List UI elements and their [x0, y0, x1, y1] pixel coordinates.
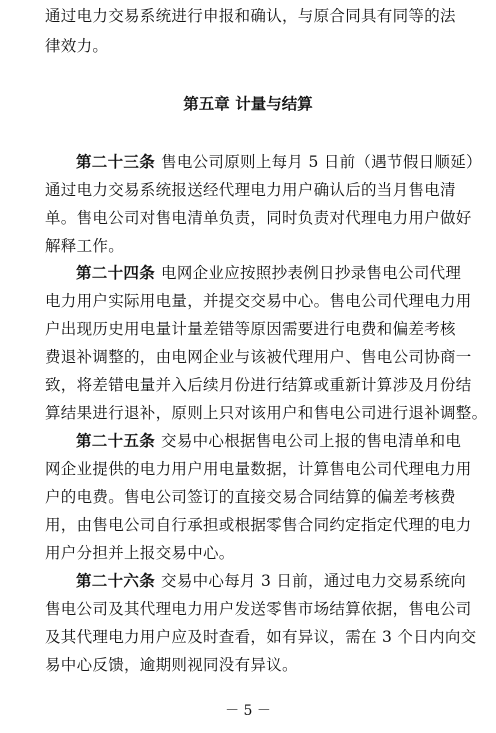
article-line: 解释工作。 [45, 237, 125, 255]
chapter-title: 第五章 计量与结算 [183, 95, 313, 113]
article-line: 单。售电公司对售电清单负责，同时负责对代理电力用户做好 [45, 209, 472, 227]
article-line: 费退补调整的，由电网企业与该被代理用户、售电公司协商一 [45, 348, 472, 366]
article-line: 用，由售电公司自行承担或根据零售合同约定指定代理的电力 [45, 516, 472, 534]
article-line: 售电公司及其代理电力用户发送零售市场结算依据，售电公司 [45, 600, 472, 618]
article-line: 致，将差错电量并入后续月份进行结算或重新计算涉及月份结 [45, 376, 472, 394]
article-23-first-line [76, 152, 496, 172]
article-label: 第二十三条 [76, 153, 156, 171]
article-25-first-line [76, 431, 496, 451]
article-line: 通过电力交易系统报送经代理电力用户确认后的当月售电清 [45, 181, 456, 199]
article-label: 第二十六条 [76, 572, 156, 590]
intro-line: 律效力。 [45, 37, 109, 55]
article-26-first-line [76, 571, 496, 591]
article-text: 交易中心每月 3 日前，通过电力交易系统向 [161, 572, 467, 590]
article-label: 第二十五条 [76, 432, 156, 450]
intro-line: 通过电力交易系统进行申报和确认，与原合同具有同等的法 [45, 7, 456, 25]
article-text: 售电公司原则上每月 5 日前（遇节假日顺延） [161, 153, 482, 171]
article-line: 电力用户实际用电量，并提交交易中心。售电公司代理电力用 [45, 292, 472, 310]
article-text: 交易中心根据售电公司上报的售电清单和电 [161, 432, 462, 450]
page-number: － 5 － [225, 703, 271, 719]
article-line: 算结果进行退补，原则上只对该用户和售电公司进行退补调整。 [45, 404, 488, 422]
article-text: 电网企业应按照抄表例日抄录售电公司代理 [161, 264, 462, 282]
article-line: 用户分担并上报交易中心。 [45, 544, 235, 562]
article-line: 易中心反馈，逾期则视同没有异议。 [45, 656, 298, 674]
article-line: 户的电费。售电公司签订的直接交易合同结算的偏差考核费 [45, 488, 456, 506]
article-line: 网企业提供的电力用户用电量数据，计算售电公司代理电力用 [45, 460, 472, 478]
article-line: 户出现历史用电量计量差错等原因需要进行电费和偏差考核 [45, 320, 456, 338]
article-24-first-line [76, 263, 496, 283]
article-label: 第二十四条 [76, 264, 156, 282]
article-line: 及其代理电力用户应及时查看，如有异议，需在 3 个日内向交 [45, 628, 477, 646]
